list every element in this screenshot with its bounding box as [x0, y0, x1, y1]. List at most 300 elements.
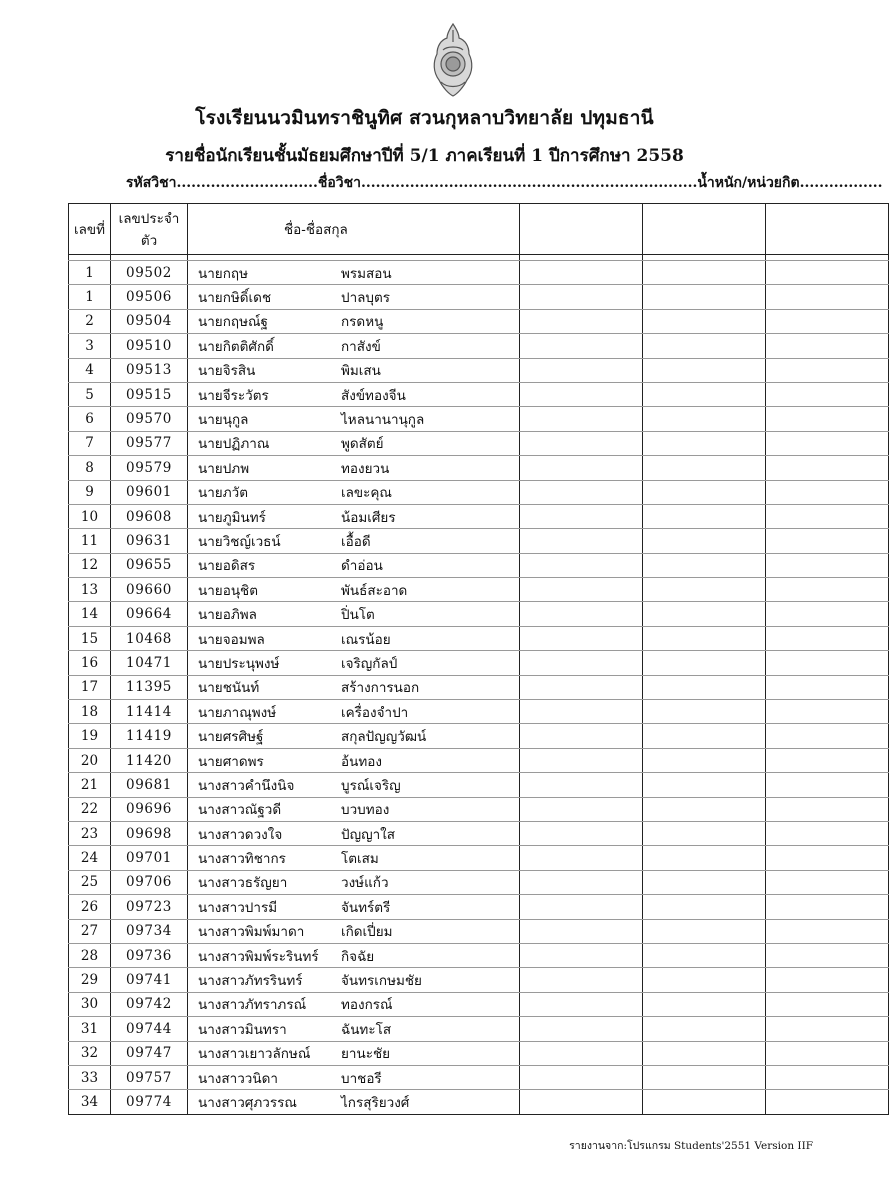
credit-label: น้ำหนัก/หน่วยกิต.................: [697, 175, 883, 191]
row-blank-cell-1: [520, 748, 643, 772]
row-blank-cell-1: [520, 456, 643, 480]
table-row: [69, 773, 889, 797]
row-blank-cell-2: [643, 504, 766, 528]
school-name-heading: โรงเรียนนวมินทราชินูทิศ สวนกุหลาบวิทยาลัย ปทุมธานี: [195, 107, 654, 129]
row-number: 3: [69, 334, 111, 358]
row-first-name: นายจีระวัตร: [198, 387, 269, 404]
row-first-name: นายจิรสิน: [198, 363, 256, 380]
class-list-heading: รายชื่อนักเรียนชั้นมัธยมศึกษาปีที่ 5/1 ภาคเรียนที่ 1 ปีการศึกษา 2558: [165, 146, 684, 166]
row-number: 19: [69, 724, 111, 748]
row-first-name: นายปภพ: [198, 460, 250, 477]
row-full-name: [188, 919, 520, 943]
row-number: 28: [69, 943, 111, 967]
row-blank-cell-1: [520, 285, 643, 309]
row-blank-cell-2: [643, 309, 766, 333]
row-blank-cell-2: [643, 480, 766, 504]
row-number: 4: [69, 358, 111, 382]
row-full-name: [188, 358, 520, 382]
table-row: [69, 553, 889, 577]
column-header-number: เลขที่: [69, 204, 111, 255]
row-number: 17: [69, 675, 111, 699]
row-last-name: เณรน้อย: [341, 631, 391, 648]
row-student-id: 09506: [111, 285, 188, 309]
row-blank-cell-1: [520, 675, 643, 699]
row-blank-cell-2: [643, 382, 766, 406]
row-blank-cell-1: [520, 309, 643, 333]
row-blank-cell-2: [643, 700, 766, 724]
row-blank-cell-1: [520, 919, 643, 943]
column-header-blank-3: [766, 204, 889, 255]
row-first-name: นางสาวพิมพ์ระรินทร์: [198, 948, 319, 965]
row-blank-cell-1: [520, 700, 643, 724]
row-full-name: [188, 261, 520, 285]
row-full-name: [188, 1065, 520, 1089]
row-blank-cell-3: [766, 895, 889, 919]
row-full-name: [188, 504, 520, 528]
table-row: [69, 480, 889, 504]
table-row: [69, 797, 889, 821]
row-blank-cell-2: [643, 773, 766, 797]
table-row: [69, 651, 889, 675]
row-blank-cell-3: [766, 309, 889, 333]
row-full-name: [188, 626, 520, 650]
table-row: [69, 456, 889, 480]
row-blank-cell-2: [643, 529, 766, 553]
row-last-name: ปาลบุตร: [341, 290, 391, 307]
row-first-name: นายนุกูล: [198, 412, 249, 429]
row-blank-cell-1: [520, 504, 643, 528]
row-blank-cell-2: [643, 602, 766, 626]
row-blank-cell-2: [643, 992, 766, 1016]
row-number: 18: [69, 700, 111, 724]
row-full-name: [188, 578, 520, 602]
row-first-name: นางสาวศุภวรรณ: [198, 1094, 297, 1111]
row-first-name: นายปฏิภาณ: [198, 436, 270, 453]
row-student-id: 09660: [111, 578, 188, 602]
row-first-name: นายกิตติศักดิ์: [198, 338, 274, 355]
row-blank-cell-2: [643, 968, 766, 992]
row-number: 32: [69, 1041, 111, 1065]
row-blank-cell-2: [643, 334, 766, 358]
row-blank-cell-2: [643, 675, 766, 699]
table-row: [69, 724, 889, 748]
row-last-name: ไกรสุริยวงศ์: [341, 1094, 410, 1111]
table-row: [69, 334, 889, 358]
row-blank-cell-3: [766, 504, 889, 528]
row-number: 1: [69, 261, 111, 285]
row-blank-cell-2: [643, 1065, 766, 1089]
table-row: [69, 895, 889, 919]
row-blank-cell-2: [643, 553, 766, 577]
row-blank-cell-3: [766, 431, 889, 455]
row-blank-cell-2: [643, 456, 766, 480]
row-full-name: [188, 1017, 520, 1041]
row-first-name: นางสาวทิชากร: [198, 851, 286, 868]
row-full-name: [188, 895, 520, 919]
row-student-id: 09698: [111, 821, 188, 845]
row-blank-cell-2: [643, 578, 766, 602]
row-first-name: นายอภิพล: [198, 607, 257, 624]
row-blank-cell-3: [766, 968, 889, 992]
row-last-name: เจริญกัลป์: [341, 655, 398, 672]
row-student-id: 09774: [111, 1090, 188, 1114]
row-last-name: น้อมเศียร: [341, 509, 396, 526]
table-row: [69, 529, 889, 553]
row-first-name: นายภวัต: [198, 485, 248, 502]
row-student-id: 09744: [111, 1017, 188, 1041]
row-full-name: [188, 334, 520, 358]
row-blank-cell-3: [766, 358, 889, 382]
row-blank-cell-3: [766, 578, 889, 602]
row-blank-cell-1: [520, 261, 643, 285]
table-row: [69, 968, 889, 992]
row-blank-cell-2: [643, 285, 766, 309]
row-blank-cell-1: [520, 992, 643, 1016]
row-blank-cell-2: [643, 821, 766, 845]
row-blank-cell-3: [766, 529, 889, 553]
row-number: 7: [69, 431, 111, 455]
row-first-name: นายกฤษณ์ฐ: [198, 314, 268, 331]
row-full-name: [188, 480, 520, 504]
row-blank-cell-3: [766, 456, 889, 480]
row-number: 8: [69, 456, 111, 480]
row-number: 30: [69, 992, 111, 1016]
row-blank-cell-1: [520, 773, 643, 797]
row-number: 10: [69, 504, 111, 528]
table-row: [69, 578, 889, 602]
row-blank-cell-2: [643, 431, 766, 455]
row-number: 24: [69, 846, 111, 870]
row-student-id: 11419: [111, 724, 188, 748]
row-last-name: ดำอ่อน: [341, 558, 383, 575]
row-student-id: 09502: [111, 261, 188, 285]
row-student-id: 09515: [111, 382, 188, 406]
row-blank-cell-3: [766, 1017, 889, 1041]
row-blank-cell-1: [520, 407, 643, 431]
row-blank-cell-3: [766, 724, 889, 748]
row-blank-cell-3: [766, 675, 889, 699]
table-row: [69, 1065, 889, 1089]
row-number: 2: [69, 309, 111, 333]
row-student-id: 11395: [111, 675, 188, 699]
row-blank-cell-3: [766, 700, 889, 724]
row-student-id: 09736: [111, 943, 188, 967]
row-number: 13: [69, 578, 111, 602]
row-first-name: นางสาวเยาวลักษณ์: [198, 1046, 311, 1063]
row-number: 15: [69, 626, 111, 650]
row-full-name: [188, 1090, 520, 1114]
row-blank-cell-1: [520, 480, 643, 504]
row-last-name: สกุลปัญญวัฒน์: [341, 729, 427, 746]
row-blank-cell-2: [643, 943, 766, 967]
table-row: [69, 919, 889, 943]
row-last-name: ปัญญาใส: [341, 826, 395, 843]
row-last-name: ทองยวน: [341, 460, 390, 477]
row-first-name: นายภูมินทร์: [198, 509, 266, 526]
row-full-name: [188, 821, 520, 845]
table-row: [69, 943, 889, 967]
row-blank-cell-3: [766, 626, 889, 650]
row-full-name: [188, 456, 520, 480]
roster-body: [69, 255, 889, 1115]
row-full-name: [188, 407, 520, 431]
table-row: [69, 358, 889, 382]
row-blank-cell-2: [643, 407, 766, 431]
row-last-name: จันทร์ตรี: [341, 899, 391, 916]
row-blank-cell-1: [520, 358, 643, 382]
row-blank-cell-1: [520, 943, 643, 967]
row-blank-cell-2: [643, 748, 766, 772]
row-last-name: อ้นทอง: [341, 753, 382, 770]
row-last-name: บูรณ์เจริญ: [341, 777, 401, 794]
row-first-name: นางสาวภัทราภรณ์: [198, 997, 307, 1014]
course-name-label: ชื่อวิชา.....................................................................: [317, 175, 698, 191]
row-first-name: นางสาวคำนึงนิจ: [198, 777, 295, 794]
row-full-name: [188, 1041, 520, 1065]
row-number: 11: [69, 529, 111, 553]
row-student-id: 09608: [111, 504, 188, 528]
row-first-name: นายอนุชิต: [198, 582, 258, 599]
row-first-name: นายภาณุพงษ์: [198, 704, 277, 721]
row-student-id: 11420: [111, 748, 188, 772]
school-emblem-icon: [429, 22, 477, 98]
table-row: [69, 407, 889, 431]
row-full-name: [188, 700, 520, 724]
table-row: [69, 626, 889, 650]
row-blank-cell-2: [643, 870, 766, 894]
row-number: 16: [69, 651, 111, 675]
row-blank-cell-3: [766, 992, 889, 1016]
row-student-id: 09631: [111, 529, 188, 553]
student-roster-table: [68, 203, 889, 1115]
row-first-name: นายศรศิษฐ์: [198, 729, 264, 746]
table-row: [69, 992, 889, 1016]
table-row: [69, 870, 889, 894]
row-blank-cell-2: [643, 626, 766, 650]
row-full-name: [188, 602, 520, 626]
row-number: 27: [69, 919, 111, 943]
row-number: 5: [69, 382, 111, 406]
row-student-id: 09510: [111, 334, 188, 358]
row-last-name: กรดหนู: [341, 314, 384, 331]
row-blank-cell-2: [643, 797, 766, 821]
row-blank-cell-1: [520, 870, 643, 894]
row-last-name: ทองกรณ์: [341, 997, 393, 1014]
row-last-name: เอื้อดี: [341, 533, 371, 550]
row-blank-cell-1: [520, 334, 643, 358]
row-blank-cell-1: [520, 431, 643, 455]
table-row: [69, 1017, 889, 1041]
row-student-id: 09601: [111, 480, 188, 504]
table-row: [69, 431, 889, 455]
row-full-name: [188, 968, 520, 992]
row-first-name: นางสาวพิมพ์มาดา: [198, 924, 305, 941]
row-first-name: นายอดิสร: [198, 558, 256, 575]
row-number: 23: [69, 821, 111, 845]
row-number: 12: [69, 553, 111, 577]
row-first-name: นางสาวปารมี: [198, 899, 278, 916]
row-student-id: 09577: [111, 431, 188, 455]
row-blank-cell-3: [766, 821, 889, 845]
row-number: 1: [69, 285, 111, 309]
row-last-name: บาชอรี: [341, 1070, 382, 1087]
row-first-name: นางสาววนิดา: [198, 1070, 278, 1087]
table-row: [69, 261, 889, 285]
row-number: 21: [69, 773, 111, 797]
row-blank-cell-1: [520, 382, 643, 406]
row-full-name: [188, 943, 520, 967]
row-number: 34: [69, 1090, 111, 1114]
row-blank-cell-3: [766, 1090, 889, 1114]
column-header-student-id: เลขประจำตัว: [111, 204, 188, 255]
row-blank-cell-1: [520, 1065, 643, 1089]
row-blank-cell-3: [766, 651, 889, 675]
row-blank-cell-3: [766, 382, 889, 406]
row-number: 31: [69, 1017, 111, 1041]
row-number: 22: [69, 797, 111, 821]
row-student-id: 09747: [111, 1041, 188, 1065]
row-first-name: นางสาวภัทรรินทร์: [198, 973, 303, 990]
row-full-name: [188, 992, 520, 1016]
row-first-name: นางสาวมินทรา: [198, 1021, 287, 1038]
row-full-name: [188, 529, 520, 553]
row-blank-cell-3: [766, 285, 889, 309]
row-full-name: [188, 431, 520, 455]
row-blank-cell-2: [643, 1017, 766, 1041]
table-row: [69, 309, 889, 333]
table-row: [69, 748, 889, 772]
row-number: 25: [69, 870, 111, 894]
row-full-name: [188, 870, 520, 894]
column-header-blank-2: [643, 204, 766, 255]
row-first-name: นายวิชญ์เวธน์: [198, 533, 281, 550]
table-row: [69, 602, 889, 626]
table-row: [69, 846, 889, 870]
row-last-name: บวบทอง: [341, 802, 390, 819]
row-blank-cell-1: [520, 797, 643, 821]
row-blank-cell-3: [766, 919, 889, 943]
row-blank-cell-2: [643, 1041, 766, 1065]
row-blank-cell-1: [520, 821, 643, 845]
table-row: [69, 285, 889, 309]
row-blank-cell-1: [520, 895, 643, 919]
row-blank-cell-1: [520, 724, 643, 748]
row-student-id: 09696: [111, 797, 188, 821]
row-blank-cell-2: [643, 846, 766, 870]
row-full-name: [188, 382, 520, 406]
row-last-name: พันธ์สะอาด: [341, 582, 408, 599]
row-number: 14: [69, 602, 111, 626]
table-row: [69, 1041, 889, 1065]
row-last-name: สร้างการนอก: [341, 680, 420, 697]
row-blank-cell-3: [766, 334, 889, 358]
row-full-name: [188, 309, 520, 333]
row-last-name: สังข์ทองจีน: [341, 387, 406, 404]
row-last-name: ฉันทะโส: [341, 1021, 392, 1038]
row-blank-cell-3: [766, 748, 889, 772]
row-first-name: นายชนันท์: [198, 680, 260, 697]
row-student-id: 09570: [111, 407, 188, 431]
row-last-name: ไหลนานานุกูล: [341, 412, 425, 429]
row-blank-cell-2: [643, 895, 766, 919]
row-number: 26: [69, 895, 111, 919]
row-student-id: 09723: [111, 895, 188, 919]
row-last-name: เลขะคุณ: [341, 485, 392, 502]
row-blank-cell-2: [643, 261, 766, 285]
column-header-name: ชื่อ-ชื่อสกุล: [188, 204, 520, 255]
row-blank-cell-1: [520, 1041, 643, 1065]
row-student-id: 09734: [111, 919, 188, 943]
row-first-name: นายจอมพล: [198, 631, 265, 648]
row-last-name: กาสังข์: [341, 338, 381, 355]
row-first-name: นายกฤษ: [198, 265, 248, 282]
row-blank-cell-3: [766, 1041, 889, 1065]
row-first-name: นายศาดพร: [198, 753, 264, 770]
row-blank-cell-2: [643, 358, 766, 382]
row-blank-cell-1: [520, 1090, 643, 1114]
row-full-name: [188, 773, 520, 797]
course-code-label: รหัสวิชา.............................: [126, 175, 318, 191]
table-row: [69, 1090, 889, 1114]
row-last-name: ปิ่นโต: [341, 607, 375, 624]
row-blank-cell-3: [766, 773, 889, 797]
row-student-id: 09701: [111, 846, 188, 870]
row-last-name: ยานะชัย: [341, 1046, 391, 1063]
table-row: [69, 382, 889, 406]
row-number: 6: [69, 407, 111, 431]
row-student-id: 10468: [111, 626, 188, 650]
row-full-name: [188, 675, 520, 699]
row-last-name: จันทรเกษมชัย: [341, 973, 422, 990]
row-first-name: นางสาวณัฐวดี: [198, 802, 282, 819]
row-number: 29: [69, 968, 111, 992]
row-blank-cell-1: [520, 553, 643, 577]
row-student-id: 10471: [111, 651, 188, 675]
row-blank-cell-1: [520, 846, 643, 870]
row-last-name: พิมเสน: [341, 363, 381, 380]
row-blank-cell-3: [766, 553, 889, 577]
course-info-line: [126, 172, 883, 194]
row-student-id: 09706: [111, 870, 188, 894]
row-student-id: 09504: [111, 309, 188, 333]
row-last-name: พรมสอน: [341, 265, 392, 282]
row-student-id: 09741: [111, 968, 188, 992]
table-header-row: [69, 204, 889, 255]
row-first-name: นายประนุพงษ์: [198, 655, 280, 672]
row-last-name: เกิดเปี่ยม: [341, 924, 393, 941]
row-blank-cell-2: [643, 1090, 766, 1114]
row-full-name: [188, 285, 520, 309]
row-student-id: 09655: [111, 553, 188, 577]
report-source-footer: รายงานจาก:โปรแกรม Students'2551 Version IIF: [569, 1140, 813, 1152]
table-row: [69, 821, 889, 845]
row-blank-cell-3: [766, 261, 889, 285]
row-blank-cell-3: [766, 1065, 889, 1089]
table-row: [69, 504, 889, 528]
row-full-name: [188, 724, 520, 748]
row-student-id: 09681: [111, 773, 188, 797]
row-blank-cell-3: [766, 602, 889, 626]
row-blank-cell-3: [766, 797, 889, 821]
row-blank-cell-2: [643, 724, 766, 748]
row-blank-cell-2: [643, 651, 766, 675]
row-blank-cell-1: [520, 1017, 643, 1041]
row-full-name: [188, 748, 520, 772]
row-student-id: 11414: [111, 700, 188, 724]
row-student-id: 09513: [111, 358, 188, 382]
row-blank-cell-1: [520, 651, 643, 675]
row-blank-cell-2: [643, 919, 766, 943]
